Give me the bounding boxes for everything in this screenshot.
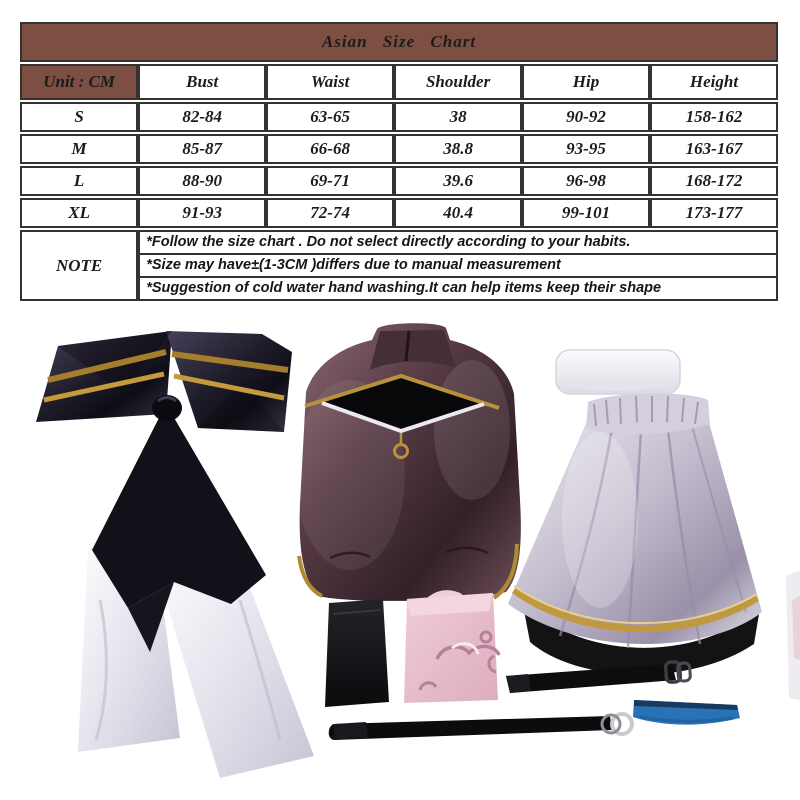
size-cell: 163-167 <box>650 134 778 164</box>
size-label: S <box>20 102 138 132</box>
column-header-shoulder: Shoulder <box>394 64 522 100</box>
size-cell: 39.6 <box>394 166 522 196</box>
size-cell: 173-177 <box>650 198 778 228</box>
unit-label: Unit : CM <box>20 64 138 100</box>
size-cell: 93-95 <box>522 134 650 164</box>
size-cell: 40.4 <box>394 198 522 228</box>
size-chart-title: Asian Size Chart <box>20 22 778 62</box>
size-cell: 38.8 <box>394 134 522 164</box>
long-belt <box>329 714 632 740</box>
column-header-height: Height <box>650 64 778 100</box>
size-cell: 38 <box>394 102 522 132</box>
bow-black-drape <box>92 404 266 608</box>
blue-band <box>633 700 740 725</box>
size-cell: 99-101 <box>522 198 650 228</box>
note-line-2: *Size may have±(1-3CM )differs due to manual measurement <box>140 253 776 276</box>
cheongsam-top <box>295 323 521 601</box>
note-label: NOTE <box>20 230 138 301</box>
size-cell: 72-74 <box>266 198 394 228</box>
black-folded-cloth <box>325 599 389 707</box>
garment-edge-sliver <box>786 570 800 700</box>
bow-ribbon <box>36 331 314 778</box>
note-line-3: *Suggestion of cold water hand washing.It can help items keep their shape <box>140 276 776 299</box>
size-cell: 168-172 <box>650 166 778 196</box>
size-cell: 85-87 <box>138 134 266 164</box>
size-cell: 66-68 <box>266 134 394 164</box>
size-label: XL <box>20 198 138 228</box>
note-line-1: *Follow the size chart . Do not select directly according to your habits. <box>146 234 631 250</box>
size-cell: 96-98 <box>522 166 650 196</box>
headband <box>556 350 680 394</box>
size-cell: 88-90 <box>138 166 266 196</box>
size-cell: 91-93 <box>138 198 266 228</box>
skirt-waistband <box>586 393 710 434</box>
pleated-skirt <box>508 393 762 674</box>
size-label: L <box>20 166 138 196</box>
column-header-hip: Hip <box>522 64 650 100</box>
column-header-bust: Bust <box>138 64 266 100</box>
size-cell: 63-65 <box>266 102 394 132</box>
size-label: M <box>20 134 138 164</box>
size-cell: 158-162 <box>650 102 778 132</box>
size-cell: 90-92 <box>522 102 650 132</box>
size-cell: 82-84 <box>138 102 266 132</box>
pink-folded-cloth <box>404 590 499 703</box>
size-cell: 69-71 <box>266 166 394 196</box>
column-header-waist: Waist <box>266 64 394 100</box>
